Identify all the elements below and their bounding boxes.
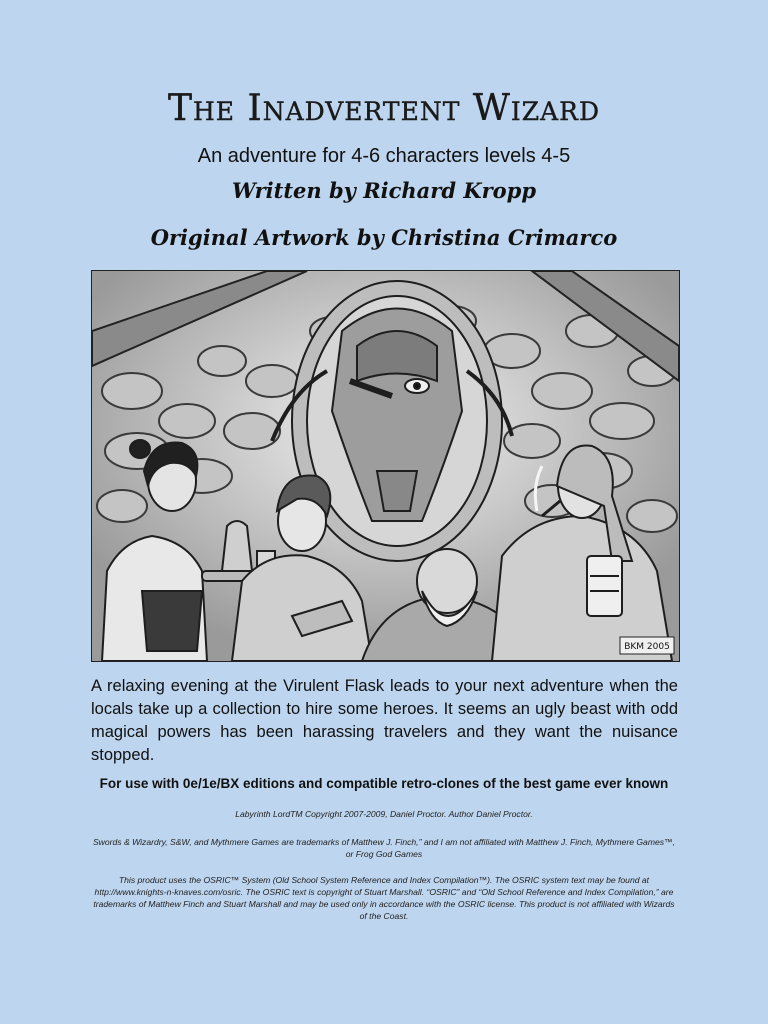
legal-labyrinth-lord: Labyrinth LordTM Copyright 2007-2009, Daniel Proctor. Author Daniel Proctor. [235, 809, 533, 819]
artist-credit: Original Artwork by Christina Crimarco [150, 225, 618, 250]
edition-tagline: For use with 0e/1e/BX editions and compatible retro-clones of the best game ever known [99, 776, 669, 791]
cover-illustration [91, 270, 680, 662]
author-credit: Written by Richard Kropp [231, 178, 537, 203]
legal-swords-wizardry: Swords & Wizardry, S&W, and Mythmere Games are trademarks of Matthew J. Finch,” and I am not affiliated with Matthew J. Finch, Mythmere Games™, or Frog God Games [92, 837, 676, 859]
artist-signature: BKM 2005 [624, 642, 670, 652]
cover-subtitle: An adventure for 4-6 characters levels 4-5 [197, 145, 571, 167]
cover-title: The Inadvertent Wizard [167, 88, 601, 129]
adventure-blurb: A relaxing evening at the Virulent Flask leads to your next adventure when the locals take up a collection to hire some heroes. It seems an ugly beast with odd magical powers has been harassing travelers and they want the nuisance stopped. [91, 677, 678, 764]
legal-osric: This product uses the OSRIC™ System (Old School System Reference and Index Compilation™). The OSRIC system text may be found at http://www.knights-n-knaves.com/osric. The OSRIC text is copyright of Stuart Marshall. “OSRIC” and “Old School Reference and Index Compilation,” are trademarks of Matthew Finch and Stuart Marshall and may be used only in accordance with the OSRIC license. This product is not affiliated with Wizards of the Coast. [93, 875, 675, 921]
